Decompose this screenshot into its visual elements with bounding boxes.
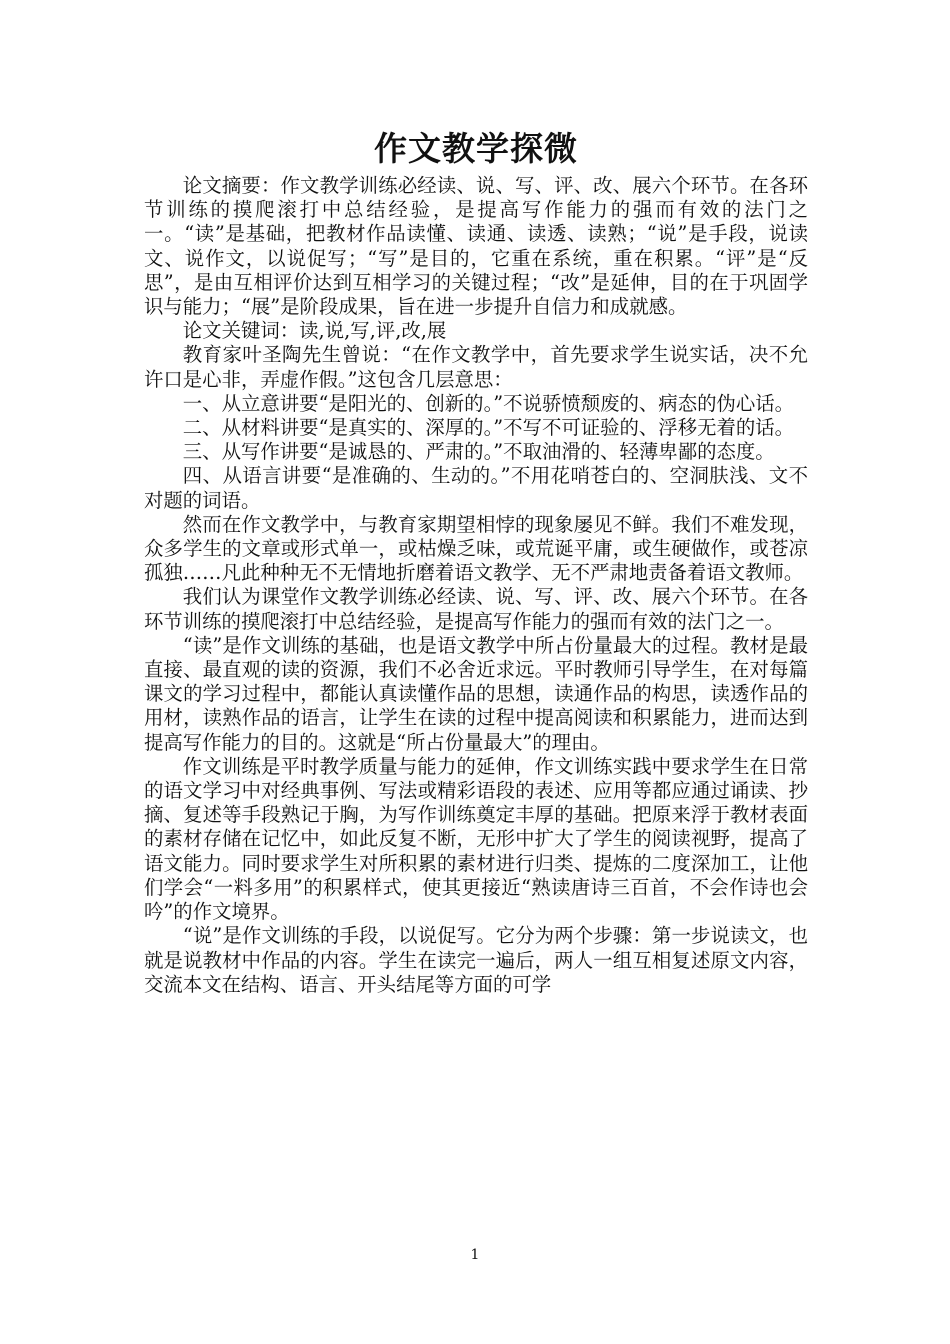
body-paragraph: “说”是作文训练的手段，以说促写。它分为两个步骤：第一步说读文，也就是说教材中作品的内容。学生在读完一遍后，两人一组互相复述原文内容，交流本文在结构、语言、开头结尾等方面的可学 [144, 924, 808, 996]
page-number: 1 [470, 1247, 480, 1263]
body-paragraph: 四、从语言讲要“是准确的、生动的。”不用花哨苍白的、空洞肤浅、文不对题的词语。 [144, 464, 808, 512]
body-paragraph: “读”是作文训练的基础，也是语文教学中所占份量最大的过程。教材是最直接、最直观的读的资源，我们不必舍近求远。平时教师引导学生，在对每篇课文的学习过程中，都能认真读懂作品的思想，读通作品的构思，读透作品的用材，读熟作品的语言，让学生在读的过程中提高阅读和积累能力，进而达到提高写作能力的目的。这就是“所占份量最大”的理由。 [144, 633, 808, 754]
body-paragraph: 我们认为课堂作文教学训练必经读、说、写、评、改、展六个环节。在各环节训练的摸爬滚打中总结经验，是提高写作能力的强而有效的法门之一。 [144, 585, 808, 633]
body-paragraph: 然而在作文教学中，与教育家期望相悖的现象屡见不鲜。我们不难发现，众多学生的文章或形式单一，或枯燥乏味，或荒诞平庸，或生硬做作，或苍凉孤独……凡此种种无不无情地折磨着语文教学、无不严肃地责备着语文教师。 [144, 512, 808, 585]
body-paragraph: 一、从立意讲要“是阳光的、创新的。”不说骄愤颓废的、病态的伪心话。 [182, 391, 795, 415]
abstract-paragraph: 论文摘要：作文教学训练必经读、说、写、评、改、展六个环节。在各环节训练的摸爬滚打中总结经验，是提高写作能力的强而有效的法门之一。“读”是基础，把教材作品读懂、读通、读透、读熟；“说”是手段，说读文、说作文，以说促写；“写”是目的，它重在系统，重在积累。“评”是“反思”，是由互相评价达到互相学习的关键过程；“改”是延伸，目的在于巩固学识与能力；“展”是阶段成果，旨在进一步提升自信力和成就感。 [144, 174, 808, 319]
document-title: 作文教学探微 [374, 129, 578, 168]
keywords-paragraph: 论文关键词：读,说,写,评,改,展 [182, 319, 447, 343]
document-body [144, 128, 808, 997]
body-paragraph: 教育家叶圣陶先生曾说：“在作文教学中，首先要求学生说实话，决不允许口是心非，弄虚作假。”这包含几层意思： [144, 343, 808, 391]
body-paragraph: 作文训练是平时教学质量与能力的延伸，作文训练实践中要求学生在日常的语文学习中对经典事例、写法或精彩语段的表述、应用等都应通过诵读、抄摘、复述等手段熟记于胸，为写作训练奠定丰厚的基础。把原来浮于教材表面的素材存储在记忆中，如此反复不断，无形中扩大了学生的阅读视野，提高了语文能力。同时要求学生对所积累的素材进行归类、提炼的二度深加工，让他们学会“一料多用”的积累样式，使其更接近“熟读唐诗三百首，不会作诗也会吟”的作文境界。 [144, 754, 808, 924]
body-paragraph: 二、从材料讲要“是真实的、深厚的。”不写不可证验的、浮移无着的话。 [182, 416, 795, 440]
body-paragraph: 三、从写作讲要“是诚恳的、严肃的。”不取油滑的、轻薄卑鄙的态度。 [182, 440, 775, 464]
